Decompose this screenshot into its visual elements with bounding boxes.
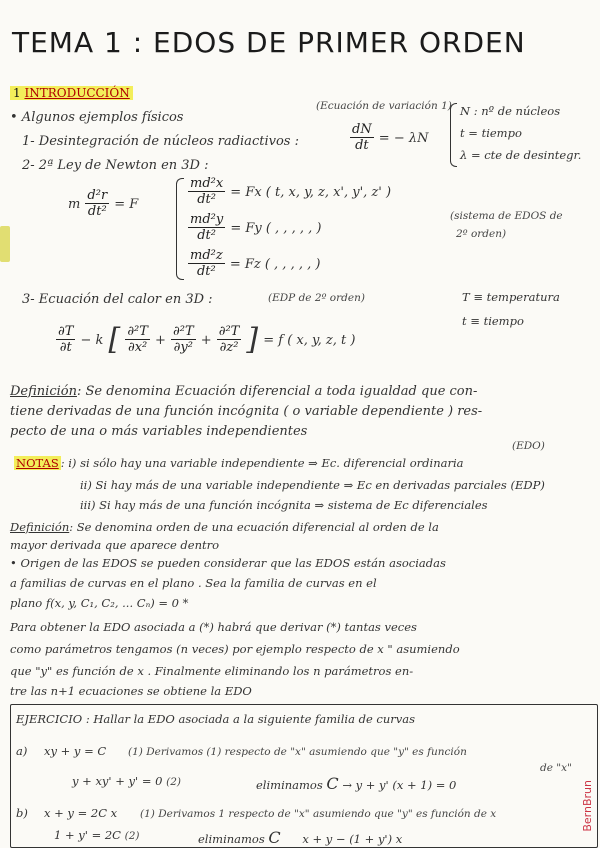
- legend-lambda: λ = cte de desintegr.: [460, 148, 582, 162]
- definition-2-line-4: a familias de curvas en el plano . Sea la familia de curvas en el: [10, 576, 377, 590]
- definition-1-line-1: [10, 384, 477, 399]
- heat-lhs-num: ∂T: [58, 324, 74, 339]
- definition-1-line-2: tiene derivadas de una función incógnita ( o variable dependiente ) res-: [10, 404, 483, 419]
- heat-xx-num: ∂²T: [127, 324, 148, 339]
- definition-2-text: : Se denomina orden de una ecuación diferencial al orden de la: [69, 520, 439, 534]
- heat-plus-2: +: [200, 333, 212, 348]
- exercise-b-equation: x + y = 2C x: [44, 806, 118, 820]
- sys-x-den: dt²: [197, 192, 216, 207]
- exercise-a-deriv-tag: (2): [166, 776, 181, 788]
- sys-z-num: md²z: [190, 248, 223, 263]
- decay-num: dN: [352, 122, 372, 137]
- exercise-a-c: C: [326, 774, 339, 793]
- sys-z-rhs: = Fz ( , , , , , ): [229, 257, 321, 272]
- example-3-annotation: (EDP de 2º orden): [268, 292, 365, 304]
- section-number: 1: [13, 86, 21, 100]
- definition-2-line-1: [10, 520, 439, 534]
- heat-plus-1: +: [155, 333, 166, 348]
- exercise-b-label: b): [16, 806, 28, 820]
- definition-1-label: Definición: [10, 384, 77, 399]
- heat-minus-k: − k: [80, 333, 104, 348]
- sys-y-rhs: = Fy ( , , , , , ): [230, 221, 322, 236]
- exercise-b-deriv: 1 + y' = 2C: [54, 828, 121, 842]
- system-annotation-1: (sistema de EDOS de: [450, 210, 563, 222]
- examples-heading: • Algunos ejemplos físicos: [10, 110, 184, 125]
- heat-yy-num: ∂²T: [173, 324, 194, 339]
- heat-xx-den: ∂x²: [127, 340, 148, 355]
- exercise-b-c: C: [268, 828, 281, 847]
- exercise-heading: EJERCICIO : Hallar la EDO asociada a la siguiente familia de curvas: [16, 712, 416, 726]
- paragraph-line-4: tre las n+1 ecuaciones se obtiene la EDO: [10, 684, 252, 698]
- notas-label: NOTAS: [16, 456, 59, 470]
- notas-line-iii: iii) Si hay más de una función incógnita ⇒ sistema de Ec diferenciales: [80, 498, 488, 512]
- section-label: INTRODUCCIÓN: [24, 86, 130, 100]
- exercise-b-elim: eliminamos: [198, 832, 265, 846]
- highlighter-mark: [0, 226, 10, 262]
- sys-y-den: dt²: [197, 228, 216, 243]
- legend-t: t = tiempo: [460, 126, 522, 140]
- notas-line-i: [14, 456, 463, 470]
- definition-2-label: Definición: [10, 520, 70, 534]
- exercise-a-elim: eliminamos: [256, 778, 323, 792]
- system-row-z: [188, 248, 320, 279]
- sys-x-num: md²x: [190, 176, 224, 191]
- exercise-a-note: (1) Derivamos (1) respecto de "x" asumiendo que "y" es función: [128, 746, 467, 758]
- definition-1-line-3: pecto de una o más variables independientes: [10, 424, 308, 439]
- newton-equation: [68, 188, 138, 219]
- example-1-text: 1- Desintegración de núcleos radiactivos :: [22, 134, 299, 149]
- sys-z-den: dt²: [196, 264, 216, 279]
- newton-eq: = F: [114, 197, 139, 212]
- exercise-b-note: (1) Derivamos 1 respecto de "x" asumiendo que "y" es función de x: [140, 808, 497, 820]
- author-signature: BernBrun: [581, 780, 594, 832]
- paragraph-line-2: como parámetros tengamos (n veces) por ejemplo respecto de x " asumiendo: [10, 642, 460, 656]
- heat-rhs: = f ( x, y, z, t ): [263, 333, 356, 348]
- exercise-a-label: a): [16, 744, 28, 758]
- edo-tag: (EDO): [512, 440, 545, 452]
- heat-equation: $\frac{\partial T}{\partial t}$ − k [ $\frac{\text{∂²T}}{\text{∂x²}}$ + $\frac{\text{∂²T}}{\text{∂y²}}$ + $\frac{\text{∂²T}}{\text{∂z²}}$ ] = f ( x, y, z, t ): [58, 322, 356, 357]
- system-annotation-2: 2º orden): [456, 228, 507, 240]
- legend-brace: [450, 103, 457, 167]
- example-1-annotation: (Ecuación de variación 1): [316, 100, 452, 112]
- system-row-x: [188, 176, 391, 207]
- section-heading: [10, 86, 133, 100]
- exercise-a-equation: xy + y = C: [44, 744, 107, 758]
- newton-den: dt²: [87, 204, 107, 219]
- definition-2-line-3: • Origen de las EDOS se pueden considerar que las EDOS están asociadas: [10, 556, 446, 570]
- newton-m: m: [68, 197, 81, 212]
- decay-den: dt: [355, 138, 369, 153]
- legend-n: N : nº de núcleos: [460, 104, 561, 118]
- definition-2-line-2: mayor derivada que aparece dentro: [10, 538, 220, 552]
- system-brace: [176, 178, 184, 280]
- definition-1-text: : Se denomina Ecuación diferencial a toda igualdad que con-: [76, 384, 478, 399]
- decay-equation: [350, 122, 428, 153]
- decay-rhs: = − λN: [378, 131, 429, 146]
- paragraph-line-3: que "y" es función de x . Finalmente eliminando los n parámetros en-: [10, 664, 414, 678]
- exercise-b-result: x + y − (1 + y') x: [302, 832, 403, 846]
- heat-lhs-den: ∂t: [59, 340, 72, 355]
- paragraph-line-1: Para obtener la EDO asociada a (*) habrá que derivar (*) tantas veces: [10, 620, 417, 634]
- exercise-a-derivative: [72, 774, 181, 788]
- exercise-a-eliminate: [256, 774, 456, 793]
- example-3-text: 3- Ecuación del calor en 3D :: [22, 292, 213, 307]
- sys-y-num: md²y: [190, 212, 224, 227]
- notas-i: : i) si sólo hay una variable independiente ⇒ Ec. diferencial ordinaria: [60, 456, 464, 470]
- notas-line-ii: ii) Si hay más de una variable independiente ⇒ Ec en derivadas parciales (EDP): [80, 478, 545, 492]
- system-row-y: [188, 212, 321, 243]
- exercise-b-eliminate: [198, 828, 402, 847]
- heat-zz-num: ∂²T: [218, 324, 240, 339]
- exercise-b-derivative: [54, 828, 140, 842]
- exercise-b-deriv-tag: (2): [124, 830, 140, 842]
- example-2-text: 2- 2ª Ley de Newton en 3D :: [22, 158, 209, 173]
- heat-zz-den: ∂z²: [219, 340, 239, 355]
- sys-x-rhs: = Fx ( t, x, y, z, x', y', z' ): [230, 185, 392, 200]
- heat-yy-den: ∂y²: [173, 340, 193, 355]
- legend-time: t ≡ tiempo: [462, 314, 524, 328]
- exercise-a-note-2: de "x": [540, 762, 572, 774]
- legend-temperature: T ≡ temperatura: [462, 290, 560, 304]
- exercise-a-deriv: y + xy' + y' = 0: [72, 774, 163, 788]
- page-title: TEMA 1 : EDOS DE PRIMER ORDEN: [12, 26, 526, 59]
- definition-2-line-5: plano f(x, y, C₁, C₂, ... Cₙ) = 0 *: [10, 596, 189, 610]
- newton-num: d²r: [87, 188, 108, 203]
- exercise-a-result: → y + y' (x + 1) = 0: [342, 778, 457, 792]
